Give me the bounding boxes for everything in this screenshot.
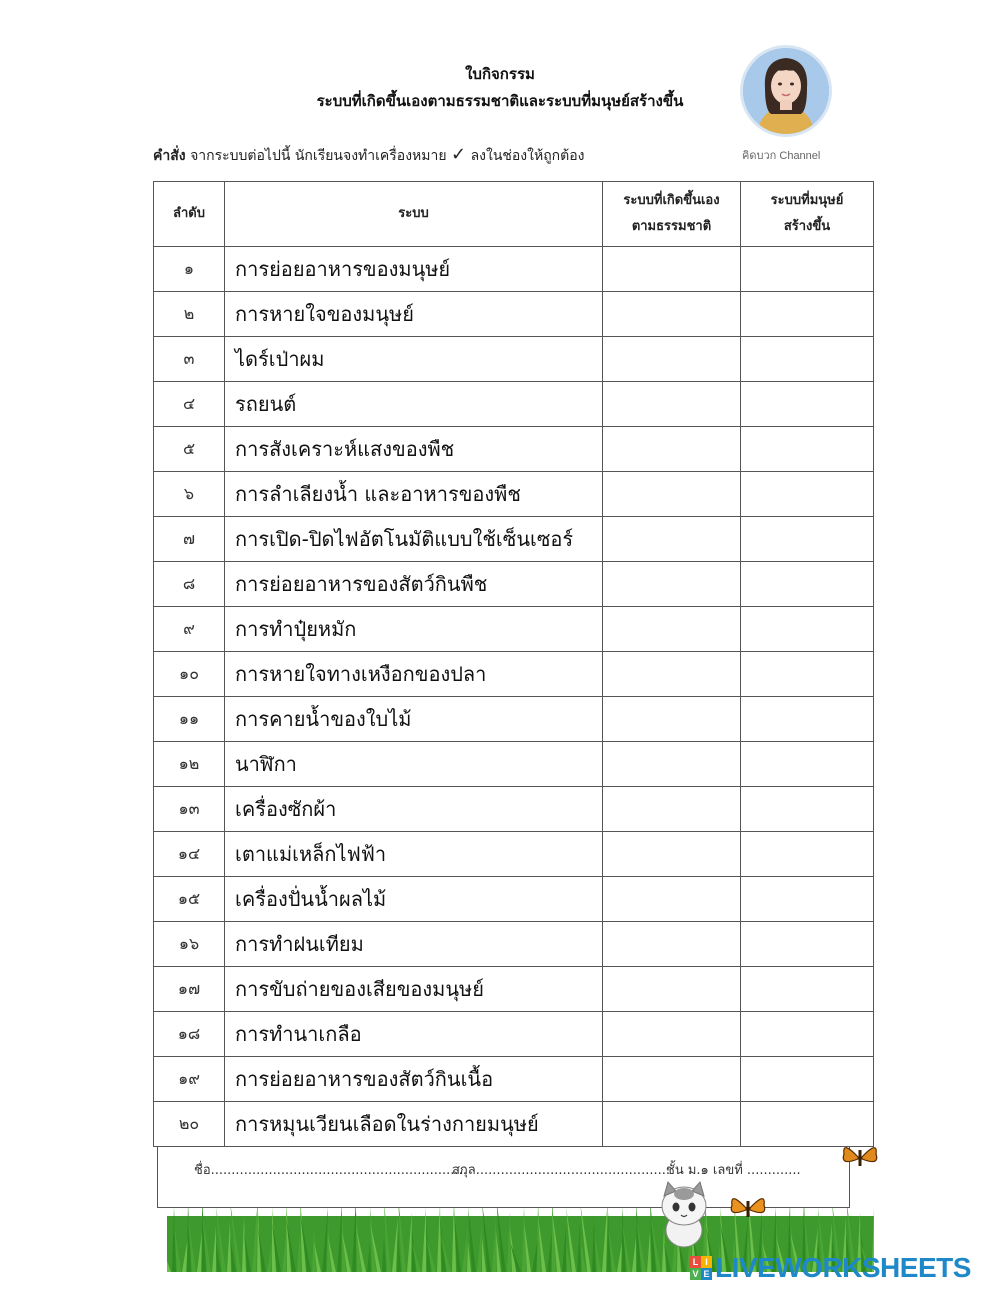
row-number: ๑๒ [154, 742, 225, 787]
row-number: ๙ [154, 607, 225, 652]
table-body [154, 247, 874, 1147]
natural-system-checkbox[interactable] [603, 652, 741, 697]
row-number: ๑๐ [154, 652, 225, 697]
header-human-line1: ระบบที่มนุษย์ [770, 193, 844, 208]
row-system-name: เครื่องปั่นน้ำผลไม้ [225, 877, 603, 922]
table-row [154, 337, 874, 382]
row-number: ๗ [154, 517, 225, 562]
row-number: ๑๓ [154, 787, 225, 832]
table-row [154, 607, 874, 652]
table-header-row [154, 182, 874, 247]
header-natural-line1: ระบบที่เกิดขึ้นเอง [623, 193, 720, 208]
human-system-checkbox[interactable] [741, 652, 874, 697]
row-system-name: เตาแม่เหล็กไฟฟ้า [225, 832, 603, 877]
badge-letter: L [690, 1256, 701, 1268]
natural-system-checkbox[interactable] [603, 967, 741, 1012]
natural-system-checkbox[interactable] [603, 877, 741, 922]
table-row [154, 1012, 874, 1057]
table-row [154, 382, 874, 427]
human-system-checkbox[interactable] [741, 742, 874, 787]
header-human-system [741, 182, 874, 247]
row-number: ๕ [154, 427, 225, 472]
liveworksheets-logo[interactable] [690, 1253, 971, 1283]
human-system-checkbox[interactable] [741, 427, 874, 472]
row-number: ๒๐ [154, 1102, 225, 1147]
badge-letter: I [701, 1256, 712, 1268]
row-number: ๑๗ [154, 967, 225, 1012]
natural-system-checkbox[interactable] [603, 922, 741, 967]
cat-mascot-icon [654, 1180, 714, 1250]
liveworksheets-wordmark: LIVEWORKSHEETS [715, 1252, 971, 1283]
butterfly-icon [838, 1140, 882, 1174]
table-row [154, 832, 874, 877]
row-system-name: การขับถ่ายของเสียของมนุษย์ [225, 967, 603, 1012]
header-order: ลำดับ [154, 182, 225, 247]
table-row [154, 247, 874, 292]
natural-system-checkbox[interactable] [603, 472, 741, 517]
natural-system-checkbox[interactable] [603, 517, 741, 562]
page-title: ใบกิจกรรม [465, 65, 535, 83]
human-system-checkbox[interactable] [741, 517, 874, 562]
instruction-line [153, 144, 584, 167]
row-system-name: การลำเลียงน้ำ และอาหารของพืช [225, 472, 603, 517]
row-number: ๑๑ [154, 697, 225, 742]
row-system-name: การหายใจทางเหงือกของปลา [225, 652, 603, 697]
row-system-name: การทำนาเกลือ [225, 1012, 603, 1057]
table-row [154, 787, 874, 832]
surname-field[interactable]: สกุล............................................... [452, 1163, 670, 1178]
human-system-checkbox[interactable] [741, 472, 874, 517]
badge-letter: V [690, 1268, 701, 1280]
human-system-checkbox[interactable] [741, 247, 874, 292]
table-row [154, 652, 874, 697]
table-row [154, 427, 874, 472]
human-system-checkbox[interactable] [741, 832, 874, 877]
natural-system-checkbox[interactable] [603, 247, 741, 292]
human-system-checkbox[interactable] [741, 337, 874, 382]
row-number: ๑ [154, 247, 225, 292]
natural-system-checkbox[interactable] [603, 292, 741, 337]
natural-system-checkbox[interactable] [603, 562, 741, 607]
row-number: ๑๙ [154, 1057, 225, 1102]
row-system-name: การย่อยอาหารของมนุษย์ [225, 247, 603, 292]
natural-system-checkbox[interactable] [603, 382, 741, 427]
table-row [154, 877, 874, 922]
row-system-name: การคายน้ำของใบไม้ [225, 697, 603, 742]
classification-table [153, 181, 874, 1147]
row-number: ๘ [154, 562, 225, 607]
row-system-name: การทำปุ๋ยหมัก [225, 607, 603, 652]
human-system-checkbox[interactable] [741, 382, 874, 427]
header-system: ระบบ [225, 182, 603, 247]
liveworksheets-badge-icon [690, 1256, 712, 1280]
row-number: ๓ [154, 337, 225, 382]
row-system-name: การหมุนเวียนเลือดในร่างกายมนุษย์ [225, 1102, 603, 1147]
human-system-checkbox[interactable] [741, 1012, 874, 1057]
header-natural-line2: ตามธรรมชาติ [631, 219, 712, 234]
instruction-text-before: จากระบบต่อไปนี้ นักเรียนจงทำเครื่องหมาย [190, 148, 447, 164]
row-system-name: เครื่องซักผ้า [225, 787, 603, 832]
row-system-name: การหายใจของมนุษย์ [225, 292, 603, 337]
table-row [154, 1102, 874, 1147]
human-system-checkbox[interactable] [741, 697, 874, 742]
butterfly-icon [726, 1188, 770, 1228]
row-number: ๑๖ [154, 922, 225, 967]
human-system-checkbox[interactable] [741, 1057, 874, 1102]
natural-system-checkbox[interactable] [603, 832, 741, 877]
human-system-checkbox[interactable] [741, 877, 874, 922]
natural-system-checkbox[interactable] [603, 742, 741, 787]
natural-system-checkbox[interactable] [603, 427, 741, 472]
table-row [154, 562, 874, 607]
header-natural-system [603, 182, 741, 247]
table-row [154, 292, 874, 337]
table-row [154, 697, 874, 742]
row-number: ๑๔ [154, 832, 225, 877]
row-number: ๑๕ [154, 877, 225, 922]
human-system-checkbox[interactable] [741, 922, 874, 967]
row-system-name: นาฬิกา [225, 742, 603, 787]
row-system-name: ไดร์เป่าผม [225, 337, 603, 382]
channel-avatar [740, 45, 832, 137]
table-row [154, 922, 874, 967]
table-row [154, 517, 874, 562]
row-number: ๒ [154, 292, 225, 337]
row-system-name: การทำฝนเทียม [225, 922, 603, 967]
instruction-text-after: ลงในช่องให้ถูกต้อง [470, 148, 585, 164]
row-number: ๑๘ [154, 1012, 225, 1057]
natural-system-checkbox[interactable] [603, 1102, 741, 1147]
table-row [154, 967, 874, 1012]
human-system-checkbox[interactable] [741, 787, 874, 832]
natural-system-checkbox[interactable] [603, 337, 741, 382]
human-system-checkbox[interactable] [741, 607, 874, 652]
natural-system-checkbox[interactable] [603, 1057, 741, 1102]
header-human-line2: สร้างขึ้น [783, 219, 831, 234]
row-system-name: การย่อยอาหารของสัตว์กินเนื้อ [225, 1057, 603, 1102]
page-subtitle: ระบบที่เกิดขึ้นเองตามธรรมชาติและระบบที่มนุษย์สร้างขึ้น [316, 92, 684, 110]
class-number-field[interactable]: ชั้น ม.๑ เลขที่ ............. [666, 1163, 801, 1178]
table-row [154, 472, 874, 517]
row-number: ๖ [154, 472, 225, 517]
row-system-name: การสังเคราะห์แสงของพืช [225, 427, 603, 472]
row-system-name: รถยนต์ [225, 382, 603, 427]
girl-portrait-icon [743, 48, 829, 134]
badge-letter: E [701, 1268, 712, 1280]
natural-system-checkbox[interactable] [603, 607, 741, 652]
channel-name: คิดบวก Channel [742, 150, 821, 162]
check-mark-icon: ✓ [451, 144, 467, 165]
human-system-checkbox[interactable] [741, 967, 874, 1012]
row-system-name: การเปิด-ปิดไฟอัตโนมัติแบบใช้เซ็นเซอร์ [225, 517, 603, 562]
name-field[interactable]: ชื่อ.............................................................. [194, 1163, 467, 1178]
natural-system-checkbox[interactable] [603, 697, 741, 742]
human-system-checkbox[interactable] [741, 292, 874, 337]
table-row [154, 1057, 874, 1102]
row-system-name: การย่อยอาหารของสัตว์กินพืช [225, 562, 603, 607]
instruction-label: คำสั่ง [153, 148, 186, 164]
row-number: ๔ [154, 382, 225, 427]
table-row [154, 742, 874, 787]
natural-system-checkbox[interactable] [603, 787, 741, 832]
natural-system-checkbox[interactable] [603, 1012, 741, 1057]
human-system-checkbox[interactable] [741, 562, 874, 607]
